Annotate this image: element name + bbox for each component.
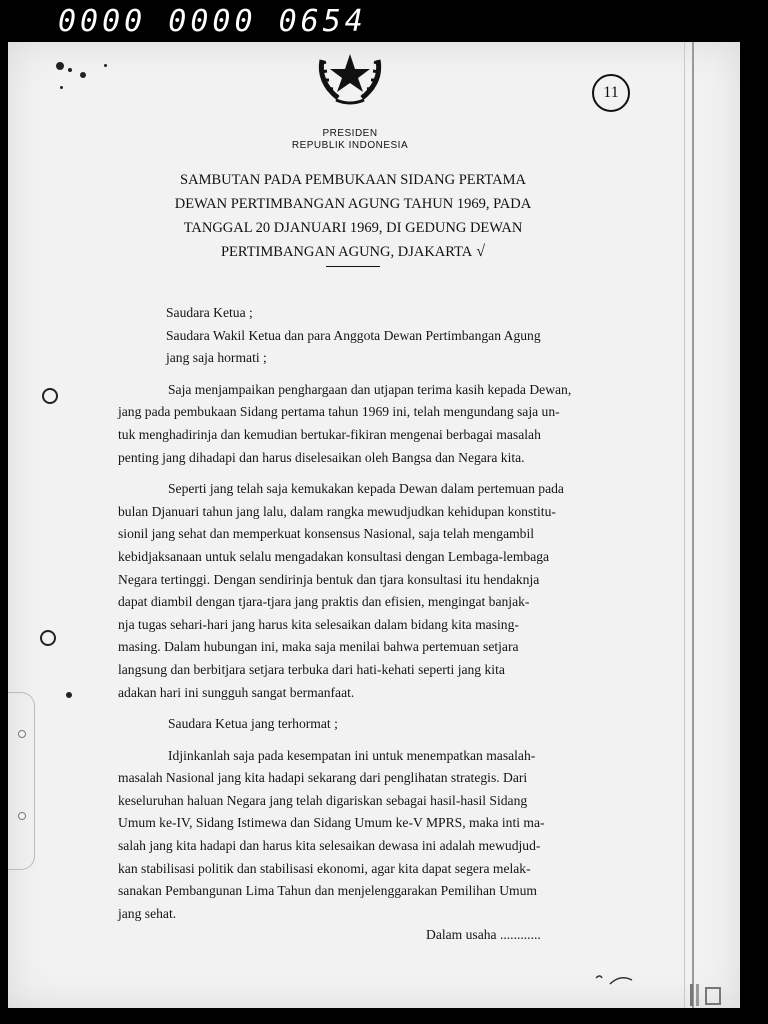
- binder-hole: [18, 730, 26, 738]
- ink-spot: [80, 72, 86, 78]
- text-line: jang sehat.: [118, 905, 177, 921]
- text-line: nja tugas sehari-hari jang harus kita selesaikan dalam bidang kita masing-: [118, 616, 519, 632]
- text-line: langsung dan berbitjara setjara terbuka dari hati-kehati seperti jang kita: [118, 661, 505, 677]
- header-presiden: PRESIDEN: [322, 128, 378, 139]
- ink-spot: [66, 692, 72, 698]
- title-line: [158, 240, 548, 264]
- binder-hole: [18, 812, 26, 820]
- salutation-2: Saudara Ketua jang terhormat ;: [168, 716, 338, 732]
- film-edge-marks-icon: [688, 978, 728, 1008]
- pen-scribble-icon: [592, 970, 642, 990]
- text-line: Negara tertinggi. Dengan sendirinja bentuk dan tjara konsultasi itu hendaknja: [118, 571, 540, 587]
- text-line: tuk menghadirinja dan kemudian bertukar-fikiran mengenai berbagai masalah: [118, 426, 541, 442]
- title-line: SAMBUTAN PADA PEMBUKAAN SIDANG PERTAMA: [180, 172, 526, 188]
- salutation-block: [118, 302, 642, 370]
- text-line: Umum ke-IV, Sidang Istimewa dan Sidang Umum ke-V MPRS, maka inti ma-: [118, 815, 545, 831]
- salutation-line: Saudara Wakil Ketua dan para Anggota Dewan Pertimbangan Agung: [166, 327, 541, 343]
- ink-spot: [104, 64, 107, 67]
- text-line: kan stabilisasi politik dan stabilisasi ekonomi, agar kita dapat segera melak-: [118, 860, 531, 876]
- closing-catchword: Dalam usaha ............: [426, 927, 541, 942]
- text-line: Idjinkanlah saja pada kesempatan ini untuk menempatkan masalah-: [168, 747, 536, 763]
- text-line: sanakan Pembangunan Lima Tahun dan menjelenggarakan Pemilihan Umum: [118, 883, 537, 899]
- text-line: penting jang dihadapi dan harus diselesaikan oleh Bangsa dan Negara kita.: [118, 449, 525, 465]
- text-line: sionil jang sehat dan memperkuat konsensus Nasional, saja telah mengambil: [118, 526, 535, 542]
- title-line: TANGGAL 20 DJANUARI 1969, DI GEDUNG DEWAN: [183, 220, 523, 236]
- binder-hole: [42, 388, 58, 404]
- text-line: adakan hari ini sungguh sangat bermanfaat.: [118, 684, 355, 700]
- text-line: Saja menjampaikan penghargaan dan utjapan terima kasih kepada Dewan,: [168, 381, 572, 397]
- paragraph-2: [118, 478, 642, 704]
- page-edge-line: [684, 42, 685, 1008]
- paragraph-3: [118, 745, 642, 926]
- ink-spot: [60, 86, 63, 89]
- header-republik-indonesia: REPUBLIK INDONESIA: [291, 140, 409, 151]
- title-divider: [326, 266, 380, 267]
- ink-spot: [68, 68, 72, 72]
- text-line: jang pada pembukaan Sidang pertama tahun 1969 ini, telah mengundang saja un-: [118, 404, 560, 420]
- text-line: kebidjaksanaan untuk selalu mengadakan konsultasi dengan Lembaga-lembaga: [118, 548, 550, 564]
- binder-hole: [40, 630, 56, 646]
- salutation-line: jang saja hormati ;: [166, 350, 267, 366]
- check-mark: √: [476, 243, 486, 260]
- text-line: salah jang kita hadapi dan harus kita selesaikan dewasa ini adalah mewudjud-: [118, 838, 541, 854]
- document-body: [118, 302, 642, 925]
- text-line: masalah Nasional jang kita hadapi sekarang dari penglihatan strategis. Dari: [118, 770, 528, 786]
- text-line: masing. Dalam hubungan ini, maka saja menilai bahwa pertemuan setjara: [118, 639, 519, 655]
- text-line: Seperti jang telah saja kemukakan kepada Dewan dalam pertemuan pada: [168, 481, 564, 497]
- salutation-line: Saudara Ketua ;: [166, 305, 253, 320]
- title-line-text: PERTIMBANGAN AGUNG, DJAKARTA: [220, 244, 473, 260]
- garuda-star-emblem-icon: [308, 42, 392, 106]
- paragraph-1: [118, 379, 642, 469]
- document-title: [158, 168, 548, 264]
- film-reel-number: 0000 0000 0654: [58, 4, 367, 39]
- text-line: keseluruhan haluan Negara jang telah digariskan sebagai hasil-hasil Sidang: [118, 792, 528, 808]
- text-line: bulan Djanuari tahun jang lalu, dalam rangka mewudjudkan kehidupan konstitu-: [118, 503, 556, 519]
- text-line: dapat diambil dengan tjara-tjara jang praktis dan efisien, mengingat banjak-: [118, 594, 530, 610]
- ink-spot: [56, 62, 64, 70]
- document-page: [8, 42, 740, 1008]
- page-fold-line: [692, 42, 694, 1008]
- title-line: DEWAN PERTIMBANGAN AGUNG TAHUN 1969, PADA: [174, 196, 532, 212]
- page-number-circled: 11: [592, 74, 630, 112]
- page-clip-outline: [8, 692, 35, 870]
